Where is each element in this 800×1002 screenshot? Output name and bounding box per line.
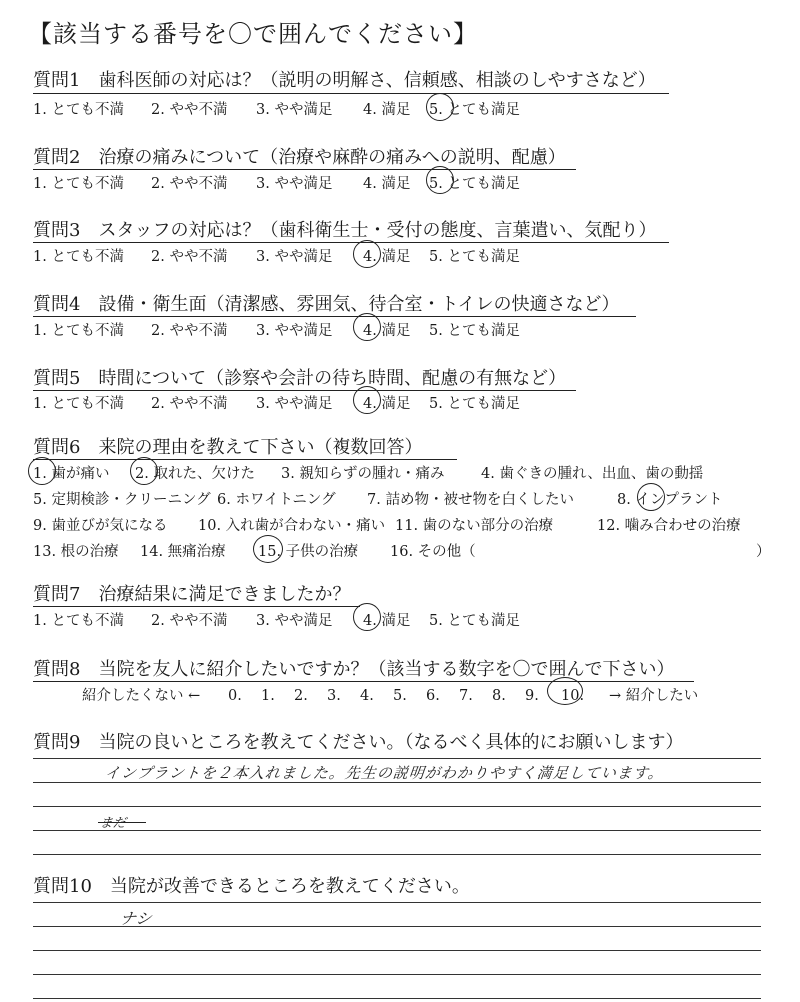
option-1[interactable]: 1. とても不満: [33, 323, 124, 339]
answer-circle-q1: [426, 93, 454, 121]
reason-option[interactable]: 8. インプラント: [617, 492, 723, 508]
question-8-underline: [33, 681, 694, 682]
scale-value[interactable]: 0.: [228, 688, 242, 704]
reason-option[interactable]: 12. 噛み合わせの治療: [597, 518, 741, 534]
reason-option[interactable]: 2. 取れた、欠けた: [135, 466, 255, 482]
scale-value[interactable]: 8.: [492, 688, 506, 704]
answer-line: [33, 854, 761, 855]
option-3[interactable]: 3. やや満足: [256, 102, 333, 118]
question-2-underline: [33, 169, 576, 170]
answer-line: [33, 902, 761, 903]
answer-line: [33, 758, 761, 759]
question-5-title: 質問5 時間について（診察や会計の待ち時間、配慮の有無など）: [33, 368, 567, 389]
answer-circle-q4: [353, 313, 381, 341]
option-4[interactable]: 4. 満足: [363, 396, 411, 412]
option-5[interactable]: 5. とても満足: [429, 396, 520, 412]
scale-right-label: → 紹介したい: [609, 688, 699, 704]
question-4-underline: [33, 316, 636, 317]
scale-value[interactable]: 9.: [525, 688, 539, 704]
option-4[interactable]: 4. 満足: [363, 176, 411, 192]
reason-option[interactable]: 14. 無痛治療: [140, 544, 226, 560]
answer-circle-reason-1: [28, 457, 56, 485]
handwritten-answer-q10[interactable]: ナシ: [118, 909, 153, 928]
question-1-underline: [33, 93, 669, 94]
option-5[interactable]: 5. とても満足: [429, 102, 520, 118]
scale-value[interactable]: 7.: [459, 688, 473, 704]
reason-option[interactable]: 6. ホワイトニング: [217, 492, 336, 508]
option-3[interactable]: 3. やや満足: [256, 613, 333, 629]
question-4-options: [33, 319, 520, 340]
option-1[interactable]: 1. とても不満: [33, 396, 124, 412]
question-4-title: 質問4 設備・衛生面（清潔感、雰囲気、待合室・トイレの快適さなど）: [33, 294, 620, 315]
scale-value[interactable]: 1.: [261, 688, 275, 704]
question-5-underline: [33, 390, 576, 391]
option-5[interactable]: 5. とても満足: [429, 176, 520, 192]
reason-option[interactable]: 9. 歯並びが気になる: [33, 518, 168, 534]
answer-circle-q8: [547, 677, 583, 705]
option-1[interactable]: 1. とても不満: [33, 102, 124, 118]
question-1-title: 質問1 歯科医師の対応は？（説明の明解さ、信頼感、相談のしやすさなど）: [33, 70, 656, 91]
option-2[interactable]: 2. やや不満: [151, 323, 228, 339]
reason-option[interactable]: 3. 親知らずの腫れ・痛み: [281, 466, 445, 482]
answer-line: [33, 806, 761, 807]
reason-option[interactable]: 5. 定期検診・クリーニング: [33, 492, 211, 508]
reason-option[interactable]: 1. 歯が痛い: [33, 466, 110, 482]
option-4[interactable]: 4. 満足: [363, 102, 411, 118]
option-5[interactable]: 5. とても満足: [429, 323, 520, 339]
reason-option[interactable]: 7. 詰め物・被せ物を白くしたい: [367, 492, 574, 508]
question-3-options: [33, 245, 520, 266]
option-2[interactable]: 2. やや不満: [151, 102, 228, 118]
option-1[interactable]: 1. とても不満: [33, 176, 124, 192]
reason-row-3: [33, 514, 741, 535]
scale-left-label: 紹介したくない ←: [82, 688, 201, 704]
handwritten-answer-q9[interactable]: インプラントを２本入れました。先生の説明がわかりやすく満足しています。: [104, 764, 665, 782]
answer-line: [33, 782, 761, 783]
option-2[interactable]: 2. やや不満: [151, 249, 228, 265]
reason-row-4: [33, 540, 771, 561]
answer-circle-reason-8: [637, 483, 665, 511]
answer-circle-reason-2: [130, 457, 158, 485]
answer-line: [33, 950, 761, 951]
question-10-title: 質問10 当院が改善できるところを教えてください。: [33, 876, 470, 897]
answer-circle-reason-15: [253, 535, 283, 563]
other-close-paren: ）: [756, 544, 771, 560]
reason-option[interactable]: 4. 歯ぐきの腫れ、出血、歯の動揺: [481, 466, 704, 482]
option-3[interactable]: 3. やや満足: [256, 396, 333, 412]
option-1[interactable]: 1. とても不満: [33, 249, 124, 265]
question-7-title: 質問7 治療結果に満足できましたか？: [33, 584, 351, 605]
option-2[interactable]: 2. やや不満: [151, 613, 228, 629]
recommend-scale: [82, 684, 698, 705]
option-2[interactable]: 2. やや不満: [151, 396, 228, 412]
reason-option[interactable]: 11. 歯のない部分の治療: [395, 518, 554, 534]
answer-line: [33, 926, 761, 927]
scale-value[interactable]: 4.: [360, 688, 374, 704]
question-5-options: [33, 392, 520, 413]
question-7-underline: [33, 606, 360, 607]
option-5[interactable]: 5. とても満足: [429, 613, 520, 629]
question-8-title: 質問8 当院を友人に紹介したいですか？（該当する数字を〇で囲んで下さい）: [33, 659, 675, 680]
scale-value[interactable]: 3.: [327, 688, 341, 704]
option-4[interactable]: 4. 満足: [363, 249, 411, 265]
answer-circle-q2: [426, 166, 454, 194]
question-2-title: 質問2 治療の痛みについて（治療や麻酔の痛みへの説明、配慮）: [33, 147, 566, 168]
question-7-options: [33, 609, 520, 630]
option-2[interactable]: 2. やや不満: [151, 176, 228, 192]
answer-circle-q7: [353, 603, 381, 631]
option-3[interactable]: 3. やや満足: [256, 249, 333, 265]
option-4[interactable]: 4. 満足: [363, 323, 411, 339]
question-6-underline: [33, 459, 457, 460]
reason-row-2: [33, 488, 722, 509]
struck-handwriting: まだ: [99, 816, 127, 831]
answer-line: [33, 974, 761, 975]
option-4[interactable]: 4. 満足: [363, 613, 411, 629]
question-6-title: 質問6 来院の理由を教えて下さい（複数回答）: [33, 437, 423, 458]
page-header: 【該当する番号を〇で囲んでください】: [28, 20, 478, 48]
question-3-underline: [33, 242, 669, 243]
scale-value[interactable]: 5.: [393, 688, 407, 704]
strikethrough-mark: [98, 822, 146, 823]
reason-option[interactable]: 10. 入れ歯が合わない・痛い: [198, 518, 386, 534]
answer-line: [33, 830, 761, 831]
question-3-title: 質問3 スタッフの対応は？（歯科衛生士・受付の態度、言葉遣い、気配り）: [33, 220, 657, 241]
answer-circle-q3: [353, 240, 381, 268]
reason-option-other[interactable]: 16. その他（: [390, 544, 476, 560]
scale-value[interactable]: 2.: [294, 688, 308, 704]
option-3[interactable]: 3. やや満足: [256, 323, 333, 339]
option-1[interactable]: 1. とても不満: [33, 613, 124, 629]
reason-option[interactable]: 13. 根の治療: [33, 544, 119, 560]
answer-circle-q5: [353, 386, 381, 414]
option-5[interactable]: 5. とても満足: [429, 249, 520, 265]
question-9-title: 質問9 当院の良いところを教えてください。（なるべく具体的にお願いします）: [33, 732, 684, 753]
option-3[interactable]: 3. やや満足: [256, 176, 333, 192]
scale-value[interactable]: 10.: [561, 688, 585, 704]
reason-option[interactable]: 15. 子供の治療: [258, 544, 359, 560]
scale-value[interactable]: 6.: [426, 688, 440, 704]
answer-line: [33, 998, 761, 999]
